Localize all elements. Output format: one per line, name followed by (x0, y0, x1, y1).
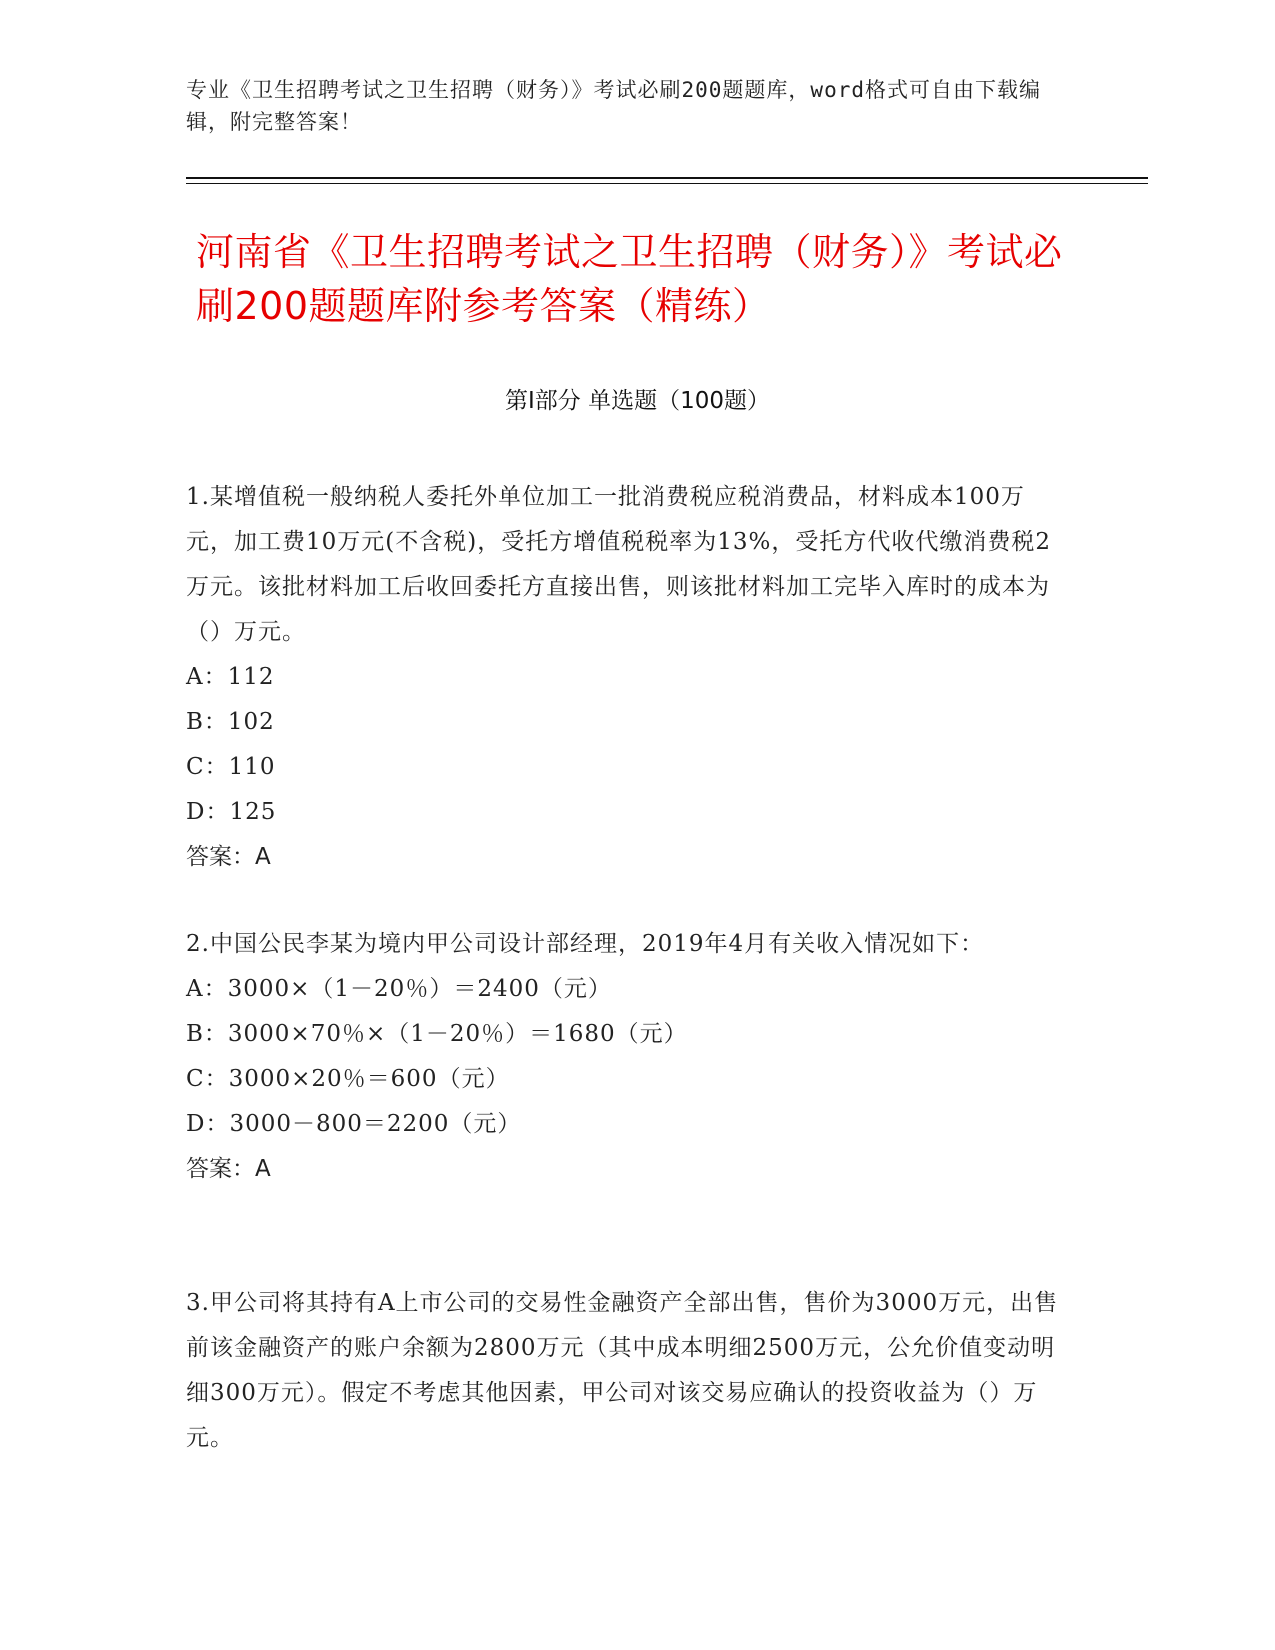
option-b: B：3000×70％×（1－20％）＝1680（元） (186, 1021, 688, 1047)
option-c: C：3000×20％＝600（元） (186, 1066, 510, 1092)
option-d: D：3000－800＝2200（元） (186, 1111, 522, 1137)
option-a: A：112 (186, 664, 275, 690)
question-stem: 1.某增值税一般纳税人委托外单位加工一批消费税应税消费品，材料成本100万元，加工费10万元(不含税)，受托方增值税税率为13%，受托方代收代缴消费税2万元。该批材料加工后收回委托方直接出售，则该批材料加工完毕入库时的成本为（）万元。 (186, 484, 1051, 645)
option-b: B：102 (186, 709, 275, 735)
question-3 (186, 1281, 1066, 1461)
option-c: C：110 (186, 754, 276, 780)
option-a: A：3000×（1－20％）＝2400（元） (186, 976, 612, 1002)
question-2 (186, 922, 1066, 1192)
header-rule-thick (186, 177, 1148, 179)
answer: 答案：A (186, 844, 271, 870)
header-rule-thin (186, 183, 1148, 184)
document-title: 河南省《卫生招聘考试之卫生招聘（财务）》考试必刷200题题库附参考答案（精练） (196, 230, 1063, 328)
section-title: 第Ⅰ部分 单选题（100题） (505, 388, 770, 414)
header-note: 专业《卫生招聘考试之卫生招聘（财务）》考试必刷200题题库，word格式可自由下载编辑，附完整答案！ (186, 78, 1041, 134)
answer: 答案：A (186, 1156, 271, 1182)
option-d: D：125 (186, 799, 277, 825)
question-1 (186, 475, 1066, 880)
question-stem: 2.中国公民李某为境内甲公司设计部经理，2019年4月有关收入情况如下： (186, 931, 985, 957)
question-stem: 3.甲公司将其持有A上市公司的交易性金融资产全部出售，售价为3000万元，出售前该金融资产的账户余额为2800万元（其中成本明细2500万元，公允价值变动明细300万元）。假定不考虑其他因素，甲公司对该交易应确认的投资收益为（）万元。 (186, 1290, 1059, 1451)
